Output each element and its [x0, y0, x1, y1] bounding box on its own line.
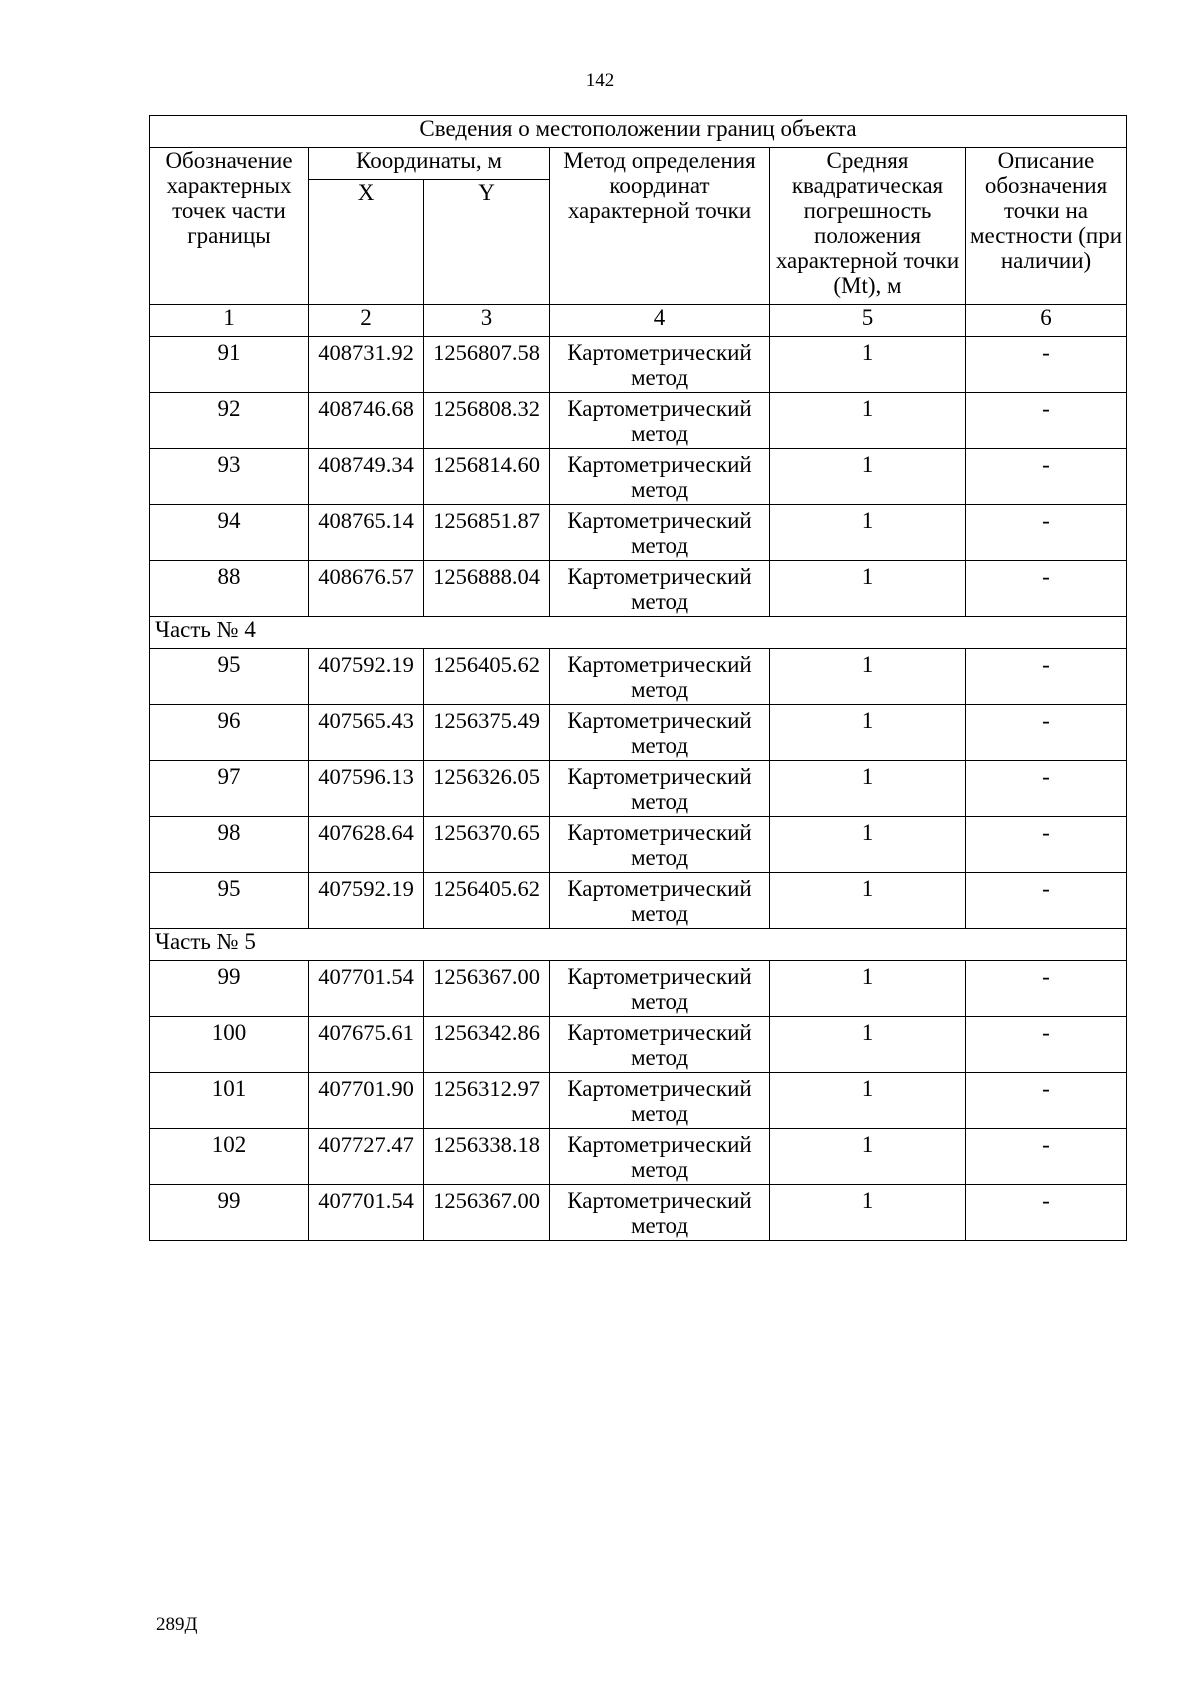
- x-coordinate-cell: 408765.14: [309, 505, 424, 561]
- column-number-cell: 1: [150, 305, 309, 337]
- boundary-coordinates-table: [149, 115, 1127, 1241]
- table-row: [150, 1129, 1127, 1185]
- point-number-cell: 95: [150, 873, 309, 929]
- x-coordinate-cell: 407675.61: [309, 1017, 424, 1073]
- mean-error-cell: 1: [770, 1073, 966, 1129]
- table-row: [150, 1073, 1127, 1129]
- column-number-cell: 4: [550, 305, 770, 337]
- table-row: [150, 505, 1127, 561]
- y-coordinate-cell: 1256808.32: [424, 393, 550, 449]
- x-coordinate-cell: 408731.92: [309, 337, 424, 393]
- description-cell: -: [966, 649, 1127, 705]
- x-coordinate-cell: 408749.34: [309, 449, 424, 505]
- method-cell: Картометрический метод: [550, 449, 770, 505]
- mean-error-cell: 1: [770, 761, 966, 817]
- document-code: 289Д: [156, 1614, 198, 1635]
- x-coordinate-cell: 407701.54: [309, 1185, 424, 1241]
- description-cell: -: [966, 873, 1127, 929]
- y-coordinate-cell: 1256312.97: [424, 1073, 550, 1129]
- x-coordinate-cell: 407628.64: [309, 817, 424, 873]
- point-number-cell: 102: [150, 1129, 309, 1185]
- part-header-row: [150, 929, 1127, 961]
- table-row: [150, 449, 1127, 505]
- method-cell: Картометрический метод: [550, 817, 770, 873]
- point-number-cell: 96: [150, 705, 309, 761]
- description-cell: -: [966, 561, 1127, 617]
- y-coordinate-cell: 1256405.62: [424, 649, 550, 705]
- table-row: [150, 1017, 1127, 1073]
- method-cell: Картометрический метод: [550, 393, 770, 449]
- description-cell: -: [966, 1129, 1127, 1185]
- description-cell: -: [966, 761, 1127, 817]
- method-cell: Картометрический метод: [550, 337, 770, 393]
- point-number-cell: 91: [150, 337, 309, 393]
- header-coordinates: Координаты, м: [309, 148, 550, 180]
- mean-error-cell: 1: [770, 961, 966, 1017]
- mean-error-cell: 1: [770, 505, 966, 561]
- method-cell: Картометрический метод: [550, 1017, 770, 1073]
- column-number-cell: 6: [966, 305, 1127, 337]
- mean-error-cell: 1: [770, 1185, 966, 1241]
- point-number-cell: 99: [150, 961, 309, 1017]
- header-x: X: [309, 180, 424, 305]
- y-coordinate-cell: 1256326.05: [424, 761, 550, 817]
- point-number-cell: 88: [150, 561, 309, 617]
- column-number-cell: 5: [770, 305, 966, 337]
- header-method: Метод определения координат характерной точки: [550, 148, 770, 305]
- table-row: [150, 961, 1127, 1017]
- table-row: [150, 649, 1127, 705]
- description-cell: -: [966, 1185, 1127, 1241]
- table-row: [150, 561, 1127, 617]
- table-row: [150, 705, 1127, 761]
- method-cell: Картометрический метод: [550, 873, 770, 929]
- column-number-cell: 3: [424, 305, 550, 337]
- description-cell: -: [966, 961, 1127, 1017]
- y-coordinate-cell: 1256370.65: [424, 817, 550, 873]
- table-body: [150, 337, 1127, 1241]
- description-cell: -: [966, 1017, 1127, 1073]
- point-number-cell: 95: [150, 649, 309, 705]
- y-coordinate-cell: 1256405.62: [424, 873, 550, 929]
- column-numbers-row: [150, 305, 1127, 337]
- description-cell: -: [966, 1073, 1127, 1129]
- x-coordinate-cell: 407596.13: [309, 761, 424, 817]
- description-cell: -: [966, 449, 1127, 505]
- table-title: Сведения о местоположении границ объекта: [150, 116, 1127, 148]
- x-coordinate-cell: 408746.68: [309, 393, 424, 449]
- y-coordinate-cell: 1256807.58: [424, 337, 550, 393]
- y-coordinate-cell: 1256888.04: [424, 561, 550, 617]
- x-coordinate-cell: 407565.43: [309, 705, 424, 761]
- header-point-designation: Обозначение характерных точек части границы: [150, 148, 309, 305]
- mean-error-cell: 1: [770, 873, 966, 929]
- part-label: Часть № 5: [150, 929, 1127, 961]
- header-description: Описание обозначения точки на местности (при наличии): [966, 148, 1127, 305]
- mean-error-cell: 1: [770, 449, 966, 505]
- description-cell: -: [966, 705, 1127, 761]
- mean-error-cell: 1: [770, 1017, 966, 1073]
- x-coordinate-cell: 408676.57: [309, 561, 424, 617]
- y-coordinate-cell: 1256814.60: [424, 449, 550, 505]
- point-number-cell: 94: [150, 505, 309, 561]
- point-number-cell: 92: [150, 393, 309, 449]
- part-header-row: [150, 617, 1127, 649]
- point-number-cell: 98: [150, 817, 309, 873]
- y-coordinate-cell: 1256338.18: [424, 1129, 550, 1185]
- x-coordinate-cell: 407592.19: [309, 873, 424, 929]
- method-cell: Картометрический метод: [550, 1129, 770, 1185]
- table-row: [150, 817, 1127, 873]
- method-cell: Картометрический метод: [550, 505, 770, 561]
- y-coordinate-cell: 1256375.49: [424, 705, 550, 761]
- part-label: Часть № 4: [150, 617, 1127, 649]
- method-cell: Картометрический метод: [550, 561, 770, 617]
- x-coordinate-cell: 407727.47: [309, 1129, 424, 1185]
- table-row: [150, 873, 1127, 929]
- description-cell: -: [966, 337, 1127, 393]
- method-cell: Картометрический метод: [550, 761, 770, 817]
- x-coordinate-cell: 407701.54: [309, 961, 424, 1017]
- description-cell: -: [966, 817, 1127, 873]
- mean-error-cell: 1: [770, 705, 966, 761]
- x-coordinate-cell: 407701.90: [309, 1073, 424, 1129]
- mean-error-cell: 1: [770, 649, 966, 705]
- mean-error-cell: 1: [770, 337, 966, 393]
- page-number: 142: [585, 70, 615, 91]
- point-number-cell: 100: [150, 1017, 309, 1073]
- x-coordinate-cell: 407592.19: [309, 649, 424, 705]
- point-number-cell: 99: [150, 1185, 309, 1241]
- y-coordinate-cell: 1256851.87: [424, 505, 550, 561]
- method-cell: Картометрический метод: [550, 705, 770, 761]
- table-row: [150, 393, 1127, 449]
- header-y: Y: [424, 180, 550, 305]
- method-cell: Картометрический метод: [550, 961, 770, 1017]
- mean-error-cell: 1: [770, 1129, 966, 1185]
- method-cell: Картометрический метод: [550, 1185, 770, 1241]
- table-row: [150, 761, 1127, 817]
- table-row: [150, 1185, 1127, 1241]
- y-coordinate-cell: 1256367.00: [424, 1185, 550, 1241]
- header-mean-error: Средняя квадратическая погрешность положения характерной точки (Mt), м: [770, 148, 966, 305]
- method-cell: Картометрический метод: [550, 649, 770, 705]
- point-number-cell: 93: [150, 449, 309, 505]
- mean-error-cell: 1: [770, 393, 966, 449]
- y-coordinate-cell: 1256367.00: [424, 961, 550, 1017]
- table-row: [150, 337, 1127, 393]
- column-number-cell: 2: [309, 305, 424, 337]
- y-coordinate-cell: 1256342.86: [424, 1017, 550, 1073]
- description-cell: -: [966, 393, 1127, 449]
- mean-error-cell: 1: [770, 817, 966, 873]
- point-number-cell: 97: [150, 761, 309, 817]
- method-cell: Картометрический метод: [550, 1073, 770, 1129]
- mean-error-cell: 1: [770, 561, 966, 617]
- point-number-cell: 101: [150, 1073, 309, 1129]
- description-cell: -: [966, 505, 1127, 561]
